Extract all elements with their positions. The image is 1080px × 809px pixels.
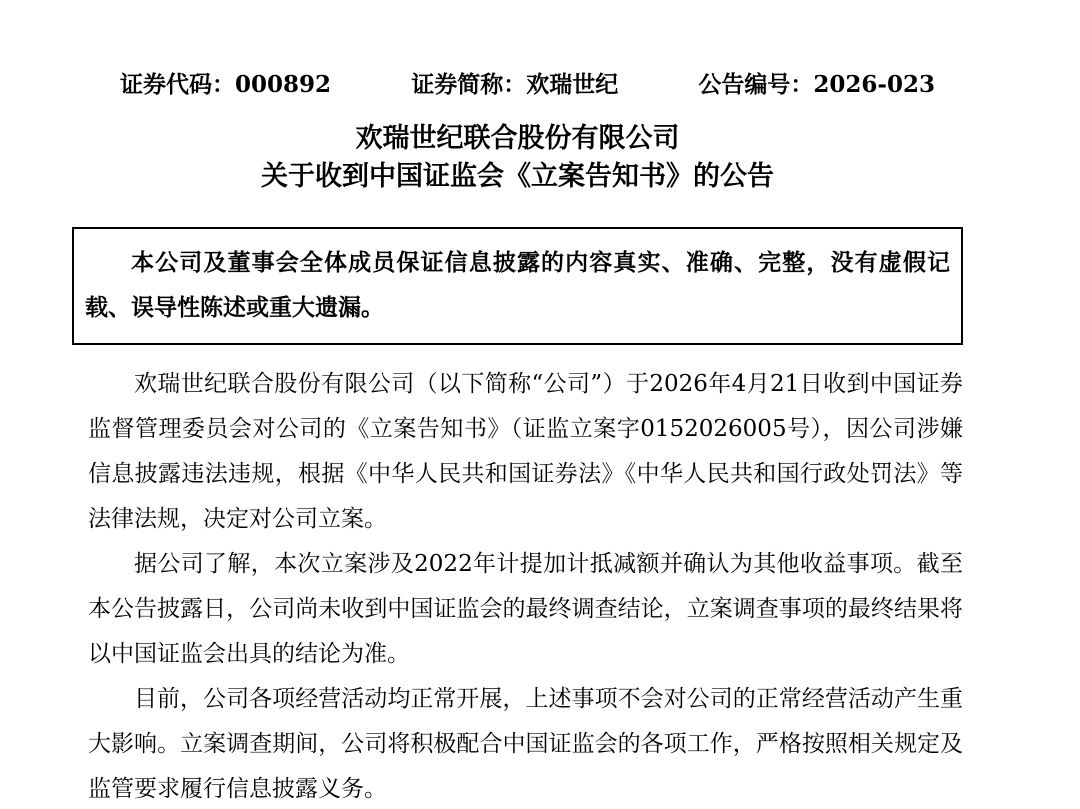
securities-header-row	[120, 70, 935, 100]
announcement-body	[72, 362, 963, 809]
announcement-subject-title-line: 关于收到中国证监会《立案告知书》的公告	[261, 161, 774, 192]
disclaimer-text: 本公司及董事会全体成员保证信息披露的内容真实、准确、完整，没有虚假记载、误导性陈述或重大遗漏。	[85, 249, 950, 321]
document-title	[72, 120, 963, 196]
stock-code: 证券代码：000892	[120, 71, 332, 98]
paragraph-filing-notice: 欢瑞世纪联合股份有限公司（以下简称“公司”）于2026年4月21日收到中国证券监督管理委员会对公司的《立案告知书》（证监立案字0152026005号），因公司涉嫌信息披露违法违规，根据《中华人民共和国证券法》《中华人民共和国行政处罚法》等法律法规，决定对公司立案。	[88, 371, 963, 532]
document-content	[72, 0, 963, 809]
company-name-title-line: 欢瑞世纪联合股份有限公司	[355, 123, 680, 154]
paragraph-case-scope: 据公司了解，本次立案涉及2022年计提加计抵减额并确认为其他收益事项。截至本公告披露日，公司尚未收到中国证监会的最终调查结论，立案调查事项的最终结果将以中国证监会出具的结论为准。	[88, 551, 963, 667]
announcement-number: 公告编号：2026-023	[698, 71, 935, 98]
stock-short-name: 证券简称：欢瑞世纪	[411, 71, 619, 98]
disclaimer-box	[72, 227, 963, 345]
paragraph-business-status: 目前，公司各项经营活动均正常开展，上述事项不会对公司的正常经营活动产生重大影响。立案调查期间，公司将积极配合中国证监会的各项工作，严格按照相关规定及监管要求履行信息披露义务。	[88, 686, 963, 802]
